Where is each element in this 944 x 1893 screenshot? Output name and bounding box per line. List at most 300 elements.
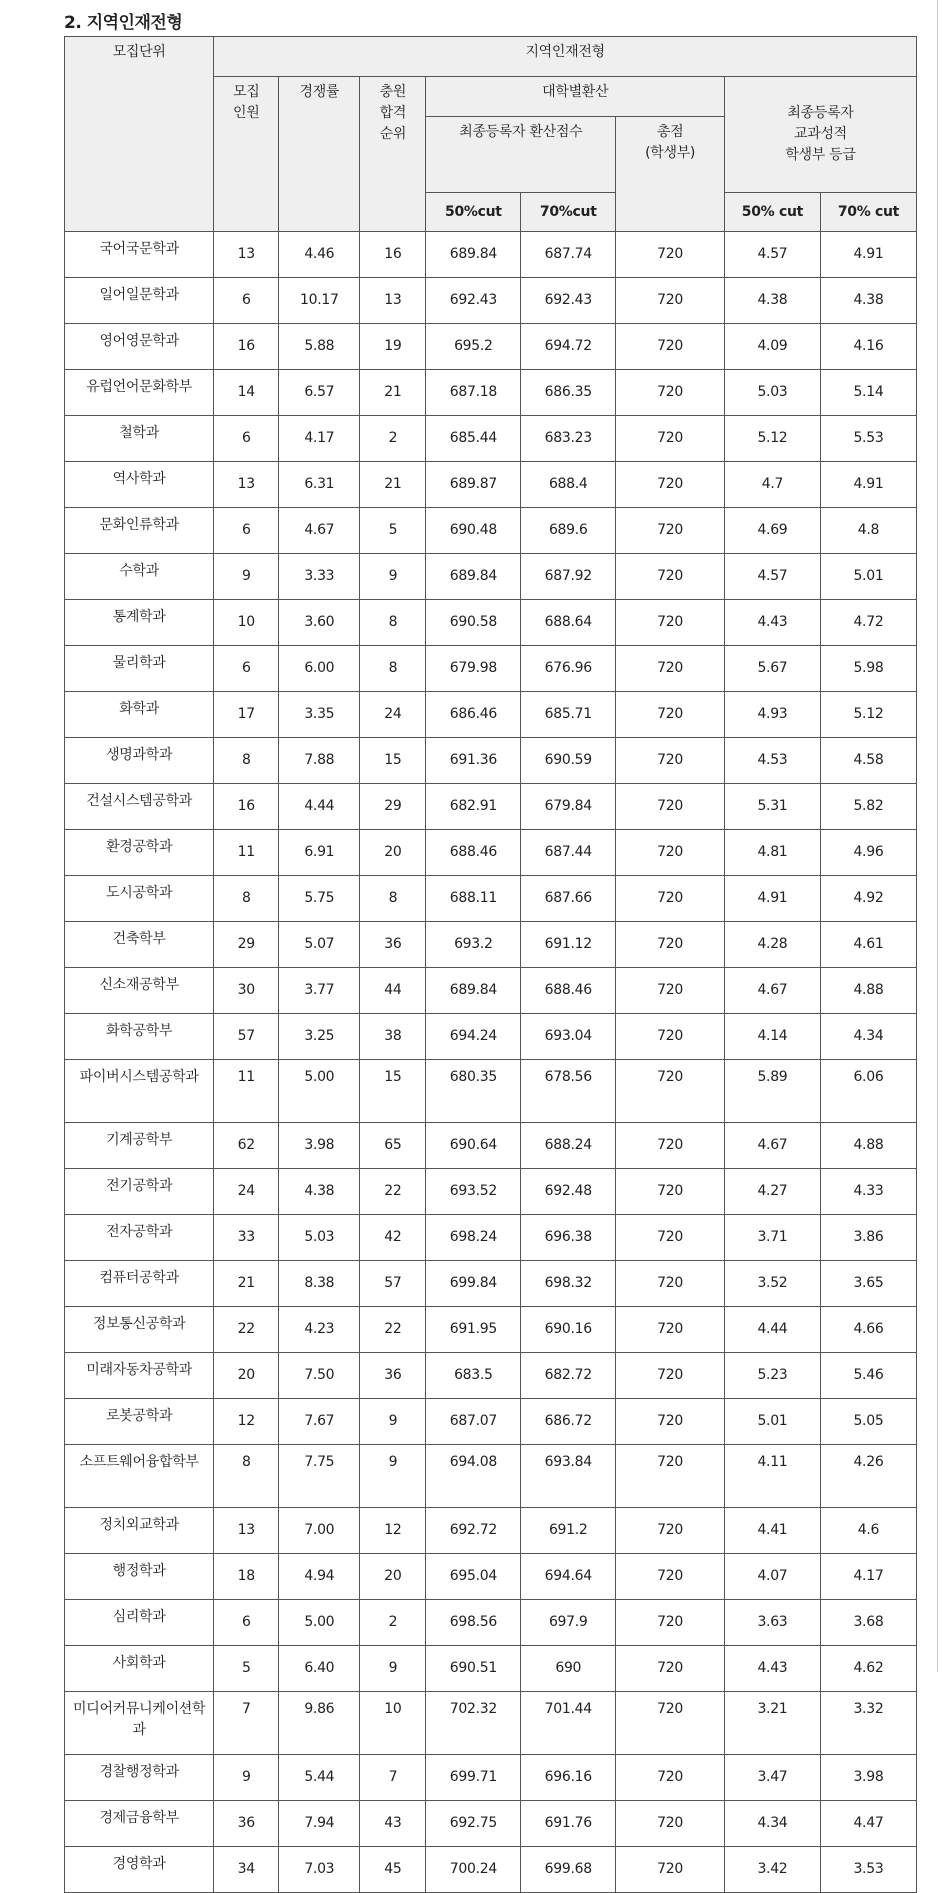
cell-converted-50cut: 690.64 (426, 1123, 521, 1169)
cell-waitlist: 9 (360, 1646, 426, 1692)
cell-converted-70cut: 688.64 (521, 600, 616, 646)
cell-ratio: 6.00 (279, 646, 360, 692)
cell-ratio: 4.23 (279, 1307, 360, 1353)
cell-ratio: 7.75 (279, 1445, 360, 1508)
cell-converted-70cut: 691.76 (521, 1801, 616, 1847)
cell-grade-70cut: 3.32 (820, 1692, 916, 1755)
cell-converted-50cut: 690.48 (426, 508, 521, 554)
cell-dept: 유럽언어문화학부 (65, 370, 214, 416)
cell-converted-50cut: 692.43 (426, 278, 521, 324)
cell-total: 720 (616, 600, 725, 646)
table-body (65, 232, 917, 1893)
cell-grade-50cut: 4.91 (724, 876, 820, 922)
cell-total: 720 (616, 1847, 725, 1893)
cell-grade-50cut: 4.07 (724, 1554, 820, 1600)
table-row (65, 1508, 917, 1554)
cell-capacity: 9 (214, 1755, 279, 1801)
cell-converted-70cut: 679.84 (521, 784, 616, 830)
cell-ratio: 9.86 (279, 1692, 360, 1755)
cell-total: 720 (616, 1554, 725, 1600)
cell-ratio: 4.17 (279, 416, 360, 462)
cell-converted-50cut: 689.84 (426, 554, 521, 600)
cell-total: 720 (616, 876, 725, 922)
cell-waitlist: 22 (360, 1307, 426, 1353)
cell-converted-50cut: 687.18 (426, 370, 521, 416)
cell-waitlist: 45 (360, 1847, 426, 1893)
header-dept: 모집단위 (65, 37, 214, 232)
table-row (65, 738, 917, 784)
cell-grade-50cut: 3.21 (724, 1692, 820, 1755)
cell-total: 720 (616, 1600, 725, 1646)
cell-total: 720 (616, 922, 725, 968)
table-row (65, 1646, 917, 1692)
cell-converted-70cut: 687.92 (521, 554, 616, 600)
cell-grade-50cut: 4.93 (724, 692, 820, 738)
cell-dept: 환경공학과 (65, 830, 214, 876)
cell-converted-50cut: 687.07 (426, 1399, 521, 1445)
cell-waitlist: 16 (360, 232, 426, 278)
cell-converted-70cut: 687.44 (521, 830, 616, 876)
cell-grade-50cut: 5.03 (724, 370, 820, 416)
table-row (65, 1554, 917, 1600)
cell-grade-50cut: 4.81 (724, 830, 820, 876)
table-row (65, 1445, 917, 1508)
cell-converted-70cut: 690.16 (521, 1307, 616, 1353)
cell-converted-50cut: 683.5 (426, 1353, 521, 1399)
cell-grade-70cut: 4.47 (820, 1801, 916, 1847)
cell-converted-50cut: 700.24 (426, 1847, 521, 1893)
cell-grade-70cut: 5.14 (820, 370, 916, 416)
cell-grade-50cut: 5.12 (724, 416, 820, 462)
cell-grade-50cut: 3.63 (724, 1600, 820, 1646)
cell-ratio: 7.00 (279, 1508, 360, 1554)
cell-grade-50cut: 4.41 (724, 1508, 820, 1554)
header-total: 총점 (학생부) (616, 117, 725, 232)
cell-ratio: 3.98 (279, 1123, 360, 1169)
cell-grade-70cut: 4.61 (820, 922, 916, 968)
cell-grade-70cut: 4.8 (820, 508, 916, 554)
cell-converted-70cut: 682.72 (521, 1353, 616, 1399)
cell-grade-50cut: 4.44 (724, 1307, 820, 1353)
cell-capacity: 11 (214, 1060, 279, 1123)
table-row (65, 646, 917, 692)
cell-dept: 기계공학부 (65, 1123, 214, 1169)
table-row (65, 1169, 917, 1215)
cell-ratio: 8.38 (279, 1261, 360, 1307)
table-row (65, 1215, 917, 1261)
cell-capacity: 8 (214, 876, 279, 922)
cell-converted-50cut: 695.04 (426, 1554, 521, 1600)
cell-capacity: 9 (214, 554, 279, 600)
table-row (65, 830, 917, 876)
table-row (65, 462, 917, 508)
cell-capacity: 20 (214, 1353, 279, 1399)
cell-waitlist: 13 (360, 278, 426, 324)
cell-grade-70cut: 4.6 (820, 1508, 916, 1554)
cell-converted-50cut: 692.72 (426, 1508, 521, 1554)
cell-grade-70cut: 3.98 (820, 1755, 916, 1801)
cell-total: 720 (616, 1445, 725, 1508)
cell-grade-70cut: 5.05 (820, 1399, 916, 1445)
header-grade-cut70: 70% cut (820, 193, 916, 232)
cell-converted-70cut: 693.84 (521, 1445, 616, 1508)
cell-waitlist: 9 (360, 1445, 426, 1508)
cell-grade-50cut: 4.57 (724, 232, 820, 278)
cell-capacity: 22 (214, 1307, 279, 1353)
cell-capacity: 13 (214, 1508, 279, 1554)
cell-grade-70cut: 4.72 (820, 600, 916, 646)
table-row (65, 784, 917, 830)
cell-ratio: 5.03 (279, 1215, 360, 1261)
header-capacity: 모집 인원 (214, 77, 279, 232)
header-conversion: 대학별환산 (426, 77, 725, 117)
cell-waitlist: 20 (360, 830, 426, 876)
cell-converted-70cut: 701.44 (521, 1692, 616, 1755)
cell-ratio: 3.77 (279, 968, 360, 1014)
cell-dept: 미디어커뮤니케이션학과 (65, 1692, 214, 1755)
cell-grade-70cut: 4.16 (820, 324, 916, 370)
cell-total: 720 (616, 1692, 725, 1755)
cell-grade-50cut: 3.47 (724, 1755, 820, 1801)
cell-grade-70cut: 4.38 (820, 278, 916, 324)
cell-converted-50cut: 688.11 (426, 876, 521, 922)
cell-total: 720 (616, 1215, 725, 1261)
cell-total: 720 (616, 1508, 725, 1554)
cell-converted-70cut: 688.24 (521, 1123, 616, 1169)
cell-waitlist: 36 (360, 1353, 426, 1399)
table-row (65, 1847, 917, 1893)
cell-grade-50cut: 4.43 (724, 1646, 820, 1692)
cell-total: 720 (616, 370, 725, 416)
header-group: 지역인재전형 (214, 37, 917, 77)
cell-ratio: 3.33 (279, 554, 360, 600)
cell-waitlist: 43 (360, 1801, 426, 1847)
cell-converted-70cut: 678.56 (521, 1060, 616, 1123)
cell-ratio: 5.75 (279, 876, 360, 922)
cell-total: 720 (616, 1014, 725, 1060)
header-waitlist: 충원 합격 순위 (360, 77, 426, 232)
cell-waitlist: 10 (360, 1692, 426, 1755)
cell-grade-50cut: 4.57 (724, 554, 820, 600)
cell-converted-70cut: 692.48 (521, 1169, 616, 1215)
cell-grade-50cut: 4.27 (724, 1169, 820, 1215)
cell-waitlist: 9 (360, 554, 426, 600)
cell-waitlist: 9 (360, 1399, 426, 1445)
cell-dept: 역사학과 (65, 462, 214, 508)
cell-total: 720 (616, 968, 725, 1014)
cell-converted-70cut: 690 (521, 1646, 616, 1692)
cell-converted-50cut: 685.44 (426, 416, 521, 462)
cell-capacity: 6 (214, 508, 279, 554)
cell-grade-50cut: 4.28 (724, 922, 820, 968)
cell-grade-70cut: 5.53 (820, 416, 916, 462)
cell-ratio: 6.91 (279, 830, 360, 876)
table-row (65, 508, 917, 554)
cell-capacity: 6 (214, 278, 279, 324)
table-row (65, 232, 917, 278)
cell-dept: 전자공학과 (65, 1215, 214, 1261)
cell-converted-50cut: 694.08 (426, 1445, 521, 1508)
cell-converted-70cut: 689.6 (521, 508, 616, 554)
header-grade-cut50: 50% cut (724, 193, 820, 232)
cell-total: 720 (616, 508, 725, 554)
cell-converted-50cut: 698.56 (426, 1600, 521, 1646)
cell-grade-70cut: 5.12 (820, 692, 916, 738)
cell-grade-70cut: 3.86 (820, 1215, 916, 1261)
table-row (65, 1261, 917, 1307)
table-row (65, 1600, 917, 1646)
cell-converted-50cut: 695.2 (426, 324, 521, 370)
cell-converted-70cut: 699.68 (521, 1847, 616, 1893)
cell-dept: 정보통신공학과 (65, 1307, 214, 1353)
cell-capacity: 5 (214, 1646, 279, 1692)
cell-waitlist: 8 (360, 600, 426, 646)
cell-total: 720 (616, 1755, 725, 1801)
table-row (65, 692, 917, 738)
cell-ratio: 5.07 (279, 922, 360, 968)
cell-waitlist: 15 (360, 738, 426, 784)
table-row (65, 278, 917, 324)
cell-waitlist: 7 (360, 1755, 426, 1801)
cell-converted-70cut: 694.72 (521, 324, 616, 370)
cell-dept: 신소재공학부 (65, 968, 214, 1014)
cell-ratio: 5.88 (279, 324, 360, 370)
cell-ratio: 3.25 (279, 1014, 360, 1060)
cell-total: 720 (616, 1307, 725, 1353)
cell-dept: 화학공학부 (65, 1014, 214, 1060)
table-row (65, 1801, 917, 1847)
cell-grade-70cut: 4.88 (820, 968, 916, 1014)
cell-converted-50cut: 680.35 (426, 1060, 521, 1123)
cell-capacity: 36 (214, 1801, 279, 1847)
cell-total: 720 (616, 554, 725, 600)
cell-dept: 로봇공학과 (65, 1399, 214, 1445)
cell-converted-70cut: 683.23 (521, 416, 616, 462)
cell-grade-70cut: 5.46 (820, 1353, 916, 1399)
cell-grade-50cut: 4.67 (724, 968, 820, 1014)
cell-capacity: 6 (214, 1600, 279, 1646)
cell-ratio: 3.60 (279, 600, 360, 646)
cell-converted-50cut: 679.98 (426, 646, 521, 692)
cell-ratio: 4.44 (279, 784, 360, 830)
cell-grade-70cut: 3.53 (820, 1847, 916, 1893)
cell-converted-50cut: 689.87 (426, 462, 521, 508)
cell-grade-50cut: 5.01 (724, 1399, 820, 1445)
cell-waitlist: 20 (360, 1554, 426, 1600)
cell-grade-70cut: 4.96 (820, 830, 916, 876)
header-final-grade: 최종등록자 교과성적 학생부 등급 (724, 77, 916, 193)
cell-dept: 전기공학과 (65, 1169, 214, 1215)
cell-grade-50cut: 3.42 (724, 1847, 820, 1893)
cell-converted-50cut: 699.71 (426, 1755, 521, 1801)
table-header (65, 37, 917, 232)
cell-grade-50cut: 3.71 (724, 1215, 820, 1261)
cell-ratio: 7.88 (279, 738, 360, 784)
cell-total: 720 (616, 462, 725, 508)
cell-capacity: 6 (214, 416, 279, 462)
cell-ratio: 4.67 (279, 508, 360, 554)
cell-converted-70cut: 686.35 (521, 370, 616, 416)
table-row (65, 1060, 917, 1123)
cell-total: 720 (616, 1169, 725, 1215)
cell-converted-50cut: 692.75 (426, 1801, 521, 1847)
cell-waitlist: 36 (360, 922, 426, 968)
cell-dept: 건설시스템공학과 (65, 784, 214, 830)
cell-capacity: 8 (214, 738, 279, 784)
table-row (65, 922, 917, 968)
cell-ratio: 6.57 (279, 370, 360, 416)
cell-total: 720 (616, 324, 725, 370)
cell-converted-50cut: 698.24 (426, 1215, 521, 1261)
cell-dept: 경제금융학부 (65, 1801, 214, 1847)
cell-grade-70cut: 4.66 (820, 1307, 916, 1353)
cell-ratio: 6.40 (279, 1646, 360, 1692)
cell-capacity: 11 (214, 830, 279, 876)
cell-converted-70cut: 688.46 (521, 968, 616, 1014)
cell-grade-50cut: 4.69 (724, 508, 820, 554)
cell-capacity: 6 (214, 646, 279, 692)
cell-waitlist: 12 (360, 1508, 426, 1554)
table-row (65, 1399, 917, 1445)
table-row (65, 876, 917, 922)
header-ratio: 경쟁률 (279, 77, 360, 232)
cell-ratio: 6.31 (279, 462, 360, 508)
cell-grade-70cut: 5.01 (820, 554, 916, 600)
cell-ratio: 7.50 (279, 1353, 360, 1399)
cell-grade-50cut: 4.7 (724, 462, 820, 508)
cell-waitlist: 38 (360, 1014, 426, 1060)
cell-converted-50cut: 691.95 (426, 1307, 521, 1353)
cell-grade-70cut: 4.17 (820, 1554, 916, 1600)
cell-grade-50cut: 5.89 (724, 1060, 820, 1123)
cell-dept: 행정학과 (65, 1554, 214, 1600)
cell-capacity: 30 (214, 968, 279, 1014)
cell-ratio: 5.44 (279, 1755, 360, 1801)
cell-total: 720 (616, 830, 725, 876)
cell-grade-70cut: 3.68 (820, 1600, 916, 1646)
cell-dept: 물리학과 (65, 646, 214, 692)
cell-converted-50cut: 693.2 (426, 922, 521, 968)
cell-capacity: 24 (214, 1169, 279, 1215)
cell-converted-50cut: 690.51 (426, 1646, 521, 1692)
cell-capacity: 33 (214, 1215, 279, 1261)
cell-ratio: 7.94 (279, 1801, 360, 1847)
cell-grade-50cut: 5.67 (724, 646, 820, 692)
cell-grade-50cut: 5.31 (724, 784, 820, 830)
cell-grade-50cut: 4.43 (724, 600, 820, 646)
header-final-converted: 최종등록자 환산점수 (426, 117, 616, 193)
cell-waitlist: 22 (360, 1169, 426, 1215)
cell-total: 720 (616, 232, 725, 278)
table-row (65, 1307, 917, 1353)
cell-dept: 화학과 (65, 692, 214, 738)
cell-grade-70cut: 6.06 (820, 1060, 916, 1123)
cell-grade-50cut: 5.23 (724, 1353, 820, 1399)
cell-grade-50cut: 4.11 (724, 1445, 820, 1508)
table-row (65, 324, 917, 370)
header-cut70: 70%cut (521, 193, 616, 232)
cell-dept: 철학과 (65, 416, 214, 462)
cell-capacity: 17 (214, 692, 279, 738)
cell-converted-50cut: 688.46 (426, 830, 521, 876)
cell-capacity: 8 (214, 1445, 279, 1508)
cell-grade-70cut: 4.58 (820, 738, 916, 784)
cell-capacity: 29 (214, 922, 279, 968)
page-edge-divider (937, 0, 938, 1672)
header-cut50: 50%cut (426, 193, 521, 232)
cell-waitlist: 8 (360, 646, 426, 692)
cell-converted-70cut: 687.74 (521, 232, 616, 278)
cell-ratio: 5.00 (279, 1060, 360, 1123)
cell-dept: 미래자동차공학과 (65, 1353, 214, 1399)
cell-ratio: 7.67 (279, 1399, 360, 1445)
table-row (65, 1353, 917, 1399)
cell-converted-50cut: 689.84 (426, 232, 521, 278)
cell-waitlist: 8 (360, 876, 426, 922)
cell-converted-70cut: 687.66 (521, 876, 616, 922)
cell-waitlist: 21 (360, 370, 426, 416)
cell-waitlist: 21 (360, 462, 426, 508)
cell-capacity: 13 (214, 232, 279, 278)
cell-total: 720 (616, 1801, 725, 1847)
cell-converted-70cut: 688.4 (521, 462, 616, 508)
cell-capacity: 7 (214, 1692, 279, 1755)
cell-waitlist: 2 (360, 1600, 426, 1646)
cell-grade-70cut: 4.91 (820, 462, 916, 508)
admission-results-table (64, 36, 917, 1893)
cell-ratio: 10.17 (279, 278, 360, 324)
cell-dept: 국어국문학과 (65, 232, 214, 278)
cell-waitlist: 2 (360, 416, 426, 462)
cell-total: 720 (616, 784, 725, 830)
cell-total: 720 (616, 1353, 725, 1399)
cell-capacity: 16 (214, 324, 279, 370)
cell-converted-70cut: 690.59 (521, 738, 616, 784)
cell-waitlist: 15 (360, 1060, 426, 1123)
cell-capacity: 12 (214, 1399, 279, 1445)
cell-grade-70cut: 4.33 (820, 1169, 916, 1215)
cell-dept: 문화인류학과 (65, 508, 214, 554)
cell-total: 720 (616, 278, 725, 324)
cell-converted-70cut: 696.16 (521, 1755, 616, 1801)
cell-converted-70cut: 685.71 (521, 692, 616, 738)
cell-converted-70cut: 694.64 (521, 1554, 616, 1600)
cell-capacity: 16 (214, 784, 279, 830)
cell-converted-50cut: 682.91 (426, 784, 521, 830)
cell-dept: 경찰행정학과 (65, 1755, 214, 1801)
cell-capacity: 18 (214, 1554, 279, 1600)
cell-grade-70cut: 5.98 (820, 646, 916, 692)
cell-dept: 경영학과 (65, 1847, 214, 1893)
cell-converted-70cut: 696.38 (521, 1215, 616, 1261)
cell-total: 720 (616, 1646, 725, 1692)
table-row (65, 600, 917, 646)
cell-dept: 파이버시스템공학과 (65, 1060, 214, 1123)
table-row (65, 968, 917, 1014)
cell-grade-70cut: 4.92 (820, 876, 916, 922)
cell-waitlist: 42 (360, 1215, 426, 1261)
cell-capacity: 13 (214, 462, 279, 508)
cell-ratio: 4.38 (279, 1169, 360, 1215)
cell-grade-50cut: 4.14 (724, 1014, 820, 1060)
cell-grade-50cut: 4.67 (724, 1123, 820, 1169)
page-title: 2. 지역인재전형 (64, 13, 183, 33)
cell-total: 720 (616, 1060, 725, 1123)
cell-dept: 컴퓨터공학과 (65, 1261, 214, 1307)
cell-converted-70cut: 698.32 (521, 1261, 616, 1307)
cell-total: 720 (616, 1261, 725, 1307)
cell-converted-70cut: 676.96 (521, 646, 616, 692)
